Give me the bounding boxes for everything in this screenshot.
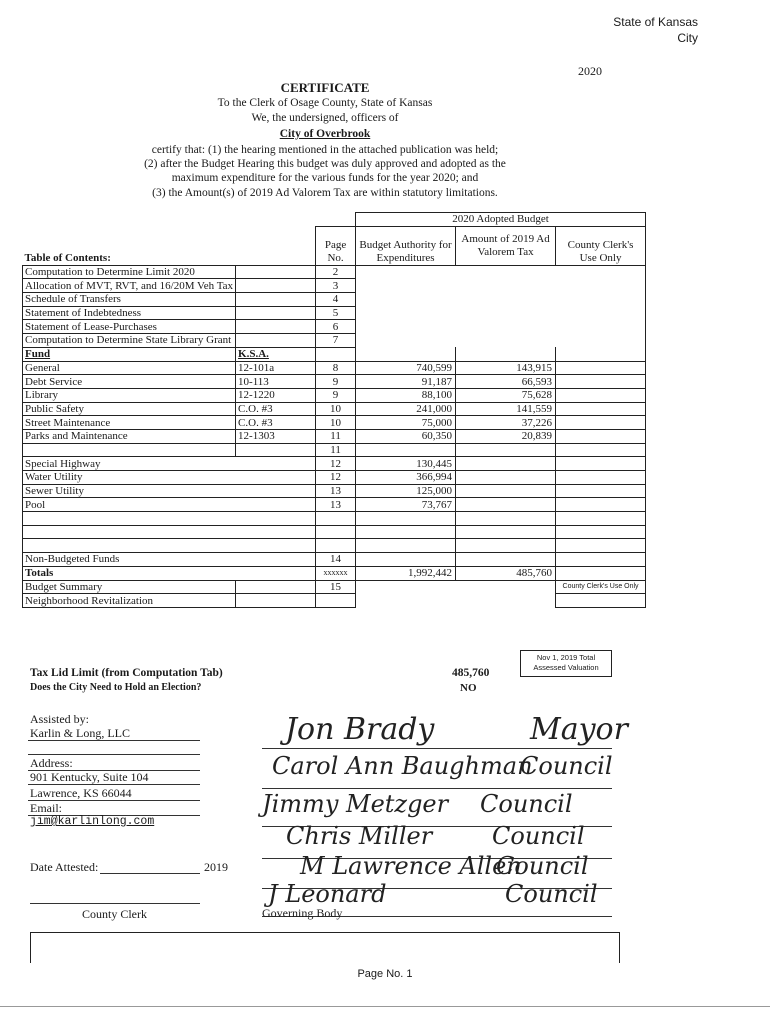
fund-tax	[456, 443, 556, 457]
contents-label: Allocation of MVT, RVT, and 16/20M Veh Tax	[23, 279, 236, 293]
fund-ksa: C.O. #3	[236, 402, 316, 416]
fund-budget	[356, 443, 456, 457]
contents-row	[23, 293, 646, 307]
other-fund-row	[23, 484, 646, 498]
signature-title: Mayor	[530, 712, 628, 747]
contents-row	[23, 279, 646, 293]
totals-page: xxxxxx	[316, 566, 356, 580]
fund-ksa: 12-1220	[236, 388, 316, 402]
budget-year: 2020	[578, 64, 602, 78]
contents-page: 7	[316, 334, 356, 348]
fund-ksa	[236, 443, 316, 457]
certificate-line-5: maximum expenditure for the various funds for the year 2020; and	[171, 172, 479, 184]
page-no-header: Page No.	[316, 226, 356, 265]
entity-type-label: City	[677, 31, 698, 45]
other-fund-budget: 366,994	[356, 471, 456, 485]
other-fund-budget	[356, 525, 456, 539]
signature-title: Council	[505, 880, 598, 908]
assisted-firm: Karlin & Long, LLC	[30, 726, 130, 740]
totals-tax: 485,760	[456, 566, 556, 580]
other-fund-page: 13	[316, 484, 356, 498]
form-header	[613, 14, 698, 46]
other-fund-row	[23, 498, 646, 512]
contents-label: Schedule of Transfers	[23, 293, 236, 307]
other-fund-row	[23, 512, 646, 526]
signature-title: Council	[480, 790, 573, 818]
signature-name: Carol Ann Baughman	[272, 752, 533, 780]
toc-label: Table of Contents:	[24, 251, 111, 264]
contents-label: Computation to Determine State Library Grant	[23, 334, 236, 348]
signature-name: Jon Brady	[285, 712, 435, 747]
contents-label: Statement of Lease-Purchases	[23, 320, 236, 334]
page-number: Page No. 1	[357, 968, 413, 980]
contents-page: 5	[316, 306, 356, 320]
fund-name: Public Safety	[23, 402, 236, 416]
signature-title: Council	[520, 752, 613, 780]
fund-name: General	[23, 361, 236, 375]
adopted-budget-header: 2020 Adopted Budget	[356, 213, 646, 227]
other-fund-row	[23, 525, 646, 539]
date-attested-year: 2019	[204, 860, 228, 874]
budget-authority-header: Budget Authority for Expenditures	[356, 226, 456, 265]
fund-budget: 60,350	[356, 429, 456, 443]
fund-page: 11	[316, 429, 356, 443]
fund-tax: 37,226	[456, 416, 556, 430]
other-fund-name: Special Highway	[23, 457, 316, 471]
other-fund-row	[23, 539, 646, 553]
fund-budget: 241,000	[356, 402, 456, 416]
contents-page: 6	[316, 320, 356, 334]
fund-page: 10	[316, 416, 356, 430]
contents-row	[23, 306, 646, 320]
contents-label: Statement of Indebtedness	[23, 306, 236, 320]
budget-summary-page: 15	[316, 580, 356, 594]
other-fund-name	[23, 512, 316, 526]
contents-page: 4	[316, 293, 356, 307]
certificate-line-4: (2) after the Budget Hearing this budget was duly approved and adopted as the	[144, 158, 506, 170]
other-fund-name	[23, 525, 316, 539]
tax-lid-label: Tax Lid Limit (from Computation Tab)	[30, 667, 223, 679]
other-fund-budget	[356, 512, 456, 526]
other-fund-name: Sewer Utility	[23, 484, 316, 498]
fund-row	[23, 361, 646, 375]
date-attested-label: Date Attested:	[30, 860, 99, 874]
county-clerk-label: County Clerk	[82, 907, 147, 921]
city-name: City of Overbrook	[279, 128, 371, 140]
fund-name: Parks and Maintenance	[23, 429, 236, 443]
fund-name	[23, 443, 236, 457]
fund-label: Fund	[23, 347, 236, 361]
certificate-line-3: certify that: (1) the hearing mentioned in the attached publication was held;	[151, 144, 499, 156]
election-label: Does the City Need to Hold an Election?	[30, 682, 202, 693]
other-fund-page	[316, 525, 356, 539]
certificate-line-6: (3) the Amount(s) of 2019 Ad Valorem Tax are within statutory limitations.	[152, 187, 498, 199]
assessed-valuation-box	[520, 650, 612, 677]
budget-summary-label: Budget Summary	[23, 580, 236, 594]
fund-ksa: 12-101a	[236, 361, 316, 375]
non-budgeted-label: Non-Budgeted Funds	[23, 553, 316, 567]
county-clerk-header: County Clerk's Use Only	[556, 226, 646, 265]
other-fund-page: 13	[316, 498, 356, 512]
contents-page: 3	[316, 279, 356, 293]
address-line-1: 901 Kentucky, Suite 104	[30, 770, 149, 784]
certificate-title: CERTIFICATE	[280, 80, 370, 95]
other-fund-name: Water Utility	[23, 471, 316, 485]
fund-row	[23, 416, 646, 430]
address-label: Address:	[30, 756, 73, 770]
other-fund-budget: 73,767	[356, 498, 456, 512]
other-fund-page: 12	[316, 471, 356, 485]
state-label: State of Kansas	[613, 15, 698, 29]
certificate-line-2: We, the undersigned, officers of	[251, 112, 399, 124]
contents-row	[23, 265, 646, 279]
other-fund-name	[23, 539, 316, 553]
other-fund-budget: 125,000	[356, 484, 456, 498]
fund-row	[23, 402, 646, 416]
fund-budget: 88,100	[356, 388, 456, 402]
fund-tax: 141,559	[456, 402, 556, 416]
certificate-line-1: To the Clerk of Osage County, State of Kansas	[217, 97, 433, 109]
other-fund-page	[316, 512, 356, 526]
assessed-valuation-label: Nov 1, 2019 Total Assessed Valuation	[533, 653, 599, 672]
fund-page: 8	[316, 361, 356, 375]
other-fund-row	[23, 457, 646, 471]
governing-body-label: Governing Body	[262, 906, 343, 920]
fund-page: 9	[316, 388, 356, 402]
budget-table	[22, 212, 646, 608]
fund-budget: 740,599	[356, 361, 456, 375]
fund-row	[23, 375, 646, 389]
signature-name: J Leonard	[268, 880, 387, 908]
signature-name: M Lawrence Allen	[300, 852, 522, 880]
fund-tax: 66,593	[456, 375, 556, 389]
fund-ksa: 10-113	[236, 375, 316, 389]
contents-row	[23, 334, 646, 348]
totals-label: Totals	[23, 566, 316, 580]
bottom-box	[30, 932, 620, 963]
other-fund-budget: 130,445	[356, 457, 456, 471]
other-fund-page	[316, 539, 356, 553]
address-line-2: Lawrence, KS 66044	[30, 786, 132, 800]
other-fund-row	[23, 471, 646, 485]
election-value: NO	[460, 682, 477, 694]
signature-title: Council	[496, 852, 589, 880]
email-value: jim@karlinlong.com	[30, 815, 155, 828]
fund-page: 11	[316, 443, 356, 457]
fund-name: Debt Service	[23, 375, 236, 389]
fund-budget: 75,000	[356, 416, 456, 430]
fund-name: Street Maintenance	[23, 416, 236, 430]
contents-page: 2	[316, 265, 356, 279]
fund-row	[23, 429, 646, 443]
clerk-use-only-label: County Clerk's Use Only	[556, 580, 646, 594]
fund-tax: 20,839	[456, 429, 556, 443]
totals-budget: 1,992,442	[356, 566, 456, 580]
other-fund-budget	[356, 539, 456, 553]
contents-label: Computation to Determine Limit 2020	[23, 265, 236, 279]
signature-name: Jimmy Metzger	[262, 790, 449, 818]
fund-ksa: 12-1303	[236, 429, 316, 443]
fund-row	[23, 443, 646, 457]
tax-lid-value: 485,760	[452, 667, 490, 679]
other-fund-name: Pool	[23, 498, 316, 512]
fund-page: 9	[316, 375, 356, 389]
signature-title: Council	[492, 822, 585, 850]
other-fund-page: 12	[316, 457, 356, 471]
ad-valorem-header: Amount of 2019 Ad Valorem Tax	[456, 226, 556, 265]
non-budgeted-page: 14	[316, 553, 356, 567]
email-label: Email:	[30, 801, 62, 815]
fund-ksa: C.O. #3	[236, 416, 316, 430]
assisted-by-label: Assisted by:	[30, 712, 90, 726]
contents-row	[23, 320, 646, 334]
fund-tax: 143,915	[456, 361, 556, 375]
signature-name: Chris Miller	[286, 822, 433, 850]
fund-tax: 75,628	[456, 388, 556, 402]
fund-row	[23, 388, 646, 402]
neighborhood-label: Neighborhood Revitalization	[23, 594, 236, 608]
ksa-label: K.S.A.	[236, 347, 316, 361]
fund-budget: 91,187	[356, 375, 456, 389]
fund-name: Library	[23, 388, 236, 402]
fund-page: 10	[316, 402, 356, 416]
